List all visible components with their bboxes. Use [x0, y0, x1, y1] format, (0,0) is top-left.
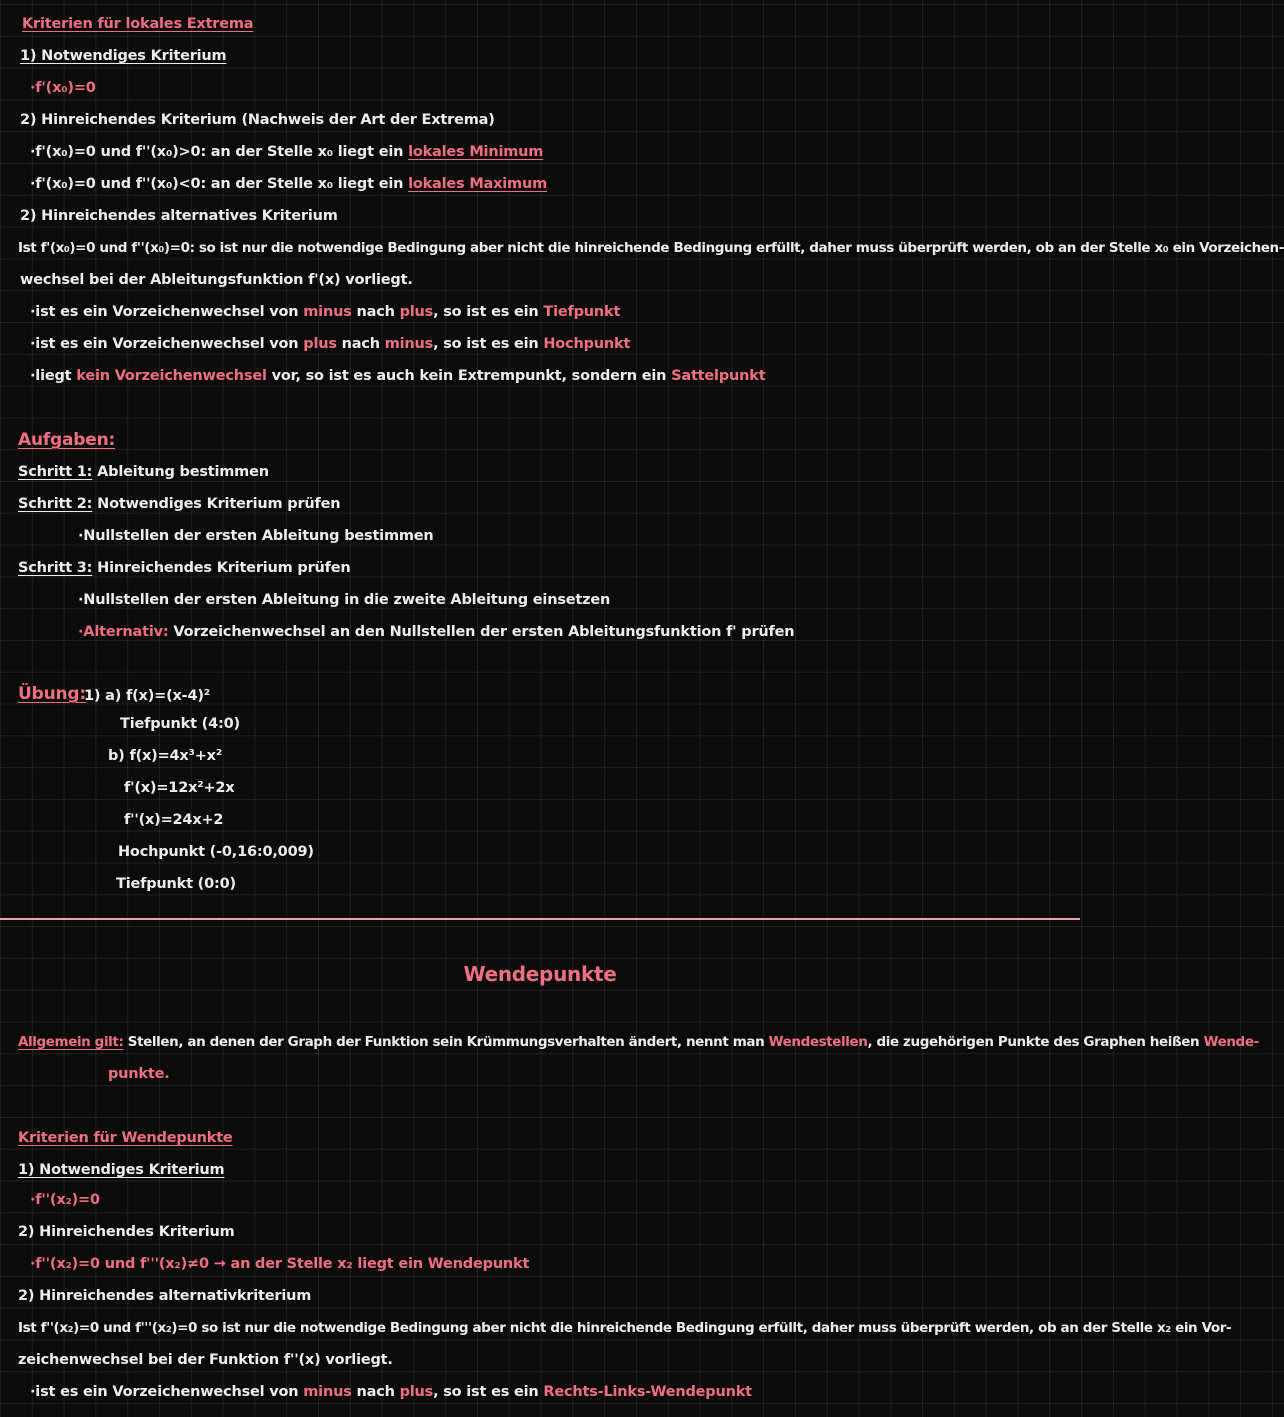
wende-nec-title — [18, 1160, 224, 1180]
schritt-3-text: Hinreichendes Kriterium prüfen — [97, 560, 351, 576]
b3-b: vor, so ist es auch kein Extrempunkt, sondern ein — [271, 368, 667, 384]
wende-alt-text-2: zeichenwechsel bei der Funktion f''(x) vorliegt. — [18, 1352, 393, 1368]
wb1-plus: plus — [399, 1384, 434, 1400]
extrema-alt-text-2: wechsel bei der Ableitungsfunktion f'(x) vorliegt. — [20, 272, 413, 288]
schritt-1 — [18, 462, 269, 482]
suff-min-text: ·f'(x₀)=0 und f''(x₀)>0: an der Stelle x₀ liegt ein — [30, 144, 404, 160]
schritt-2-label: Schritt 2: — [18, 496, 93, 512]
b3-sattelpunkt: Sattelpunkt — [671, 368, 766, 384]
b1-a: ·ist es ein Vorzeichenwechsel von — [30, 304, 299, 320]
section-divider — [0, 918, 1080, 920]
extrema-alt-bullet-1 — [30, 302, 620, 322]
b2-c: , so ist es ein — [433, 336, 539, 352]
extrema-heading: Kriterien für lokales Extrema — [22, 16, 254, 32]
schritt-2-text: Notwendiges Kriterium prüfen — [97, 496, 341, 512]
wende-alt-title: 2) Hinreichendes alternativkriterium — [18, 1288, 312, 1304]
wb1-a: ·ist es ein Vorzeichenwechsel von — [30, 1384, 299, 1400]
uebung-b-deriv-1: f'(x)=12x²+2x — [124, 780, 235, 796]
schritt-3-sub-1: ·Nullstellen der ersten Ableitung in die zweite Ableitung einsetzen — [78, 592, 611, 608]
b2-hochpunkt: Hochpunkt — [543, 336, 631, 352]
b1-tiefpunkt: Tiefpunkt — [543, 304, 621, 320]
extrema-alt-bullet-3 — [30, 366, 765, 386]
schritt-3-label: Schritt 3: — [18, 560, 93, 576]
schritt-3-sub-2 — [78, 622, 794, 642]
schritt-3 — [18, 558, 351, 578]
extrema-nec-cond: ·f'(x₀)=0 — [30, 80, 96, 96]
nec-title-text: 1) Notwendiges Kriterium — [20, 48, 227, 64]
b1-plus: plus — [399, 304, 434, 320]
wende-alt-bullet-1 — [30, 1382, 752, 1402]
schritt-2 — [18, 494, 340, 514]
uebung-b-hochpunkt: Hochpunkt (-0,16:0,009) — [118, 844, 314, 860]
wende-alt-text-1: Ist f''(x₂)=0 und f'''(x₂)=0 so ist nur die notwendige Bedingung aber nicht die hinreichende Bedingung erfüllt, daher muss überprüft werden, ob an der Stelle x₂ ein Vor- — [18, 1320, 1232, 1336]
wende-crit-heading: Kriterien für Wendepunkte — [18, 1130, 233, 1146]
uebung-heading: Übung: — [18, 684, 86, 704]
uebung-b-label: b) f(x)=4x³+x² — [108, 748, 222, 764]
b2-plus: plus — [303, 336, 337, 352]
alternativ-label: ·Alternativ: — [78, 624, 169, 640]
wb1-minus: minus — [303, 1384, 352, 1400]
extrema-nec-title — [20, 46, 226, 66]
allgemein-text-b: , die zugehörigen Punkte des Graphen heißen — [867, 1034, 1200, 1050]
uebung-b-deriv-2: f''(x)=24x+2 — [124, 812, 224, 828]
extrema-alt-text-1: Ist f'(x₀)=0 und f''(x₀)=0: so ist nur die notwendige Bedingung aber nicht die hinreichende Bedingung erfüllt, daher muss überprüft werden, ob an der Stelle x₀ ein Vorzeichen- — [18, 240, 1284, 256]
lokales-minimum: lokales Minimum — [408, 144, 544, 160]
uebung-a-result: Tiefpunkt (4:0) — [120, 716, 240, 732]
lokales-maximum: lokales Maximum — [408, 176, 547, 192]
b3-a: ·liegt — [30, 368, 72, 384]
alternativ-text: Vorzeichenwechsel an den Nullstellen der ersten Ableitungsfunktion f' prüfen — [173, 624, 795, 640]
extrema-alt-title: 2) Hinreichendes alternatives Kriterium — [20, 208, 338, 224]
schritt-2-sub: ·Nullstellen der ersten Ableitung bestimmen — [78, 528, 434, 544]
allgemein-line-1 — [18, 1032, 1259, 1052]
wendepunkte-title: Wendepunkte — [463, 962, 617, 986]
extrema-suff-title: 2) Hinreichendes Kriterium (Nachweis der Art der Extrema) — [20, 112, 495, 128]
wende-suff-cond — [30, 1254, 529, 1274]
uebung-b-tiefpunkt: Tiefpunkt (0:0) — [116, 876, 236, 892]
b2-a: ·ist es ein Vorzeichenwechsel von — [30, 336, 299, 352]
b1-minus: minus — [303, 304, 352, 320]
extrema-suff-max — [30, 174, 547, 194]
allgemein-label: Allgemein gilt: — [18, 1034, 124, 1050]
b2-b: nach — [341, 336, 380, 352]
uebung-a-label: 1) a) f(x)=(x-4)² — [84, 688, 210, 704]
wendestellen: Wendestellen — [768, 1034, 868, 1050]
wende-nec-title-text: 1) Notwendiges Kriterium — [18, 1162, 225, 1178]
extrema-suff-min — [30, 142, 543, 162]
allgemein-text-a: Stellen, an denen der Graph der Funktion sein Krümmungsverhalten ändert, nennt man — [127, 1034, 765, 1050]
aufgaben-heading: Aufgaben: — [18, 430, 116, 450]
suff-max-text: ·f'(x₀)=0 und f''(x₀)<0: an der Stelle x₀ liegt ein — [30, 176, 404, 192]
wende-part-2: punkte. — [108, 1066, 170, 1082]
wb1-b: nach — [356, 1384, 395, 1400]
wende-suff-cond-text: ·f''(x₂)=0 und f'''(x₂)≠0 → an der Stelle x₂ liegt ein Wendepunkt — [30, 1256, 530, 1272]
extrema-alt-bullet-2 — [30, 334, 630, 354]
wende-suff-title: 2) Hinreichendes Kriterium — [18, 1224, 235, 1240]
schritt-1-text: Ableitung bestimmen — [97, 464, 269, 480]
b1-c: , so ist es ein — [433, 304, 539, 320]
wb1-rechts-links: Rechts-Links-Wendepunkt — [543, 1384, 752, 1400]
schritt-1-label: Schritt 1: — [18, 464, 93, 480]
b1-b: nach — [356, 304, 395, 320]
b2-minus: minus — [384, 336, 434, 352]
wende-part-1: Wende- — [1203, 1034, 1259, 1050]
wende-nec-cond: ·f''(x₂)=0 — [30, 1192, 100, 1208]
b3-kein-vzw: kein Vorzeichenwechsel — [76, 368, 267, 384]
wb1-c: , so ist es ein — [433, 1384, 539, 1400]
